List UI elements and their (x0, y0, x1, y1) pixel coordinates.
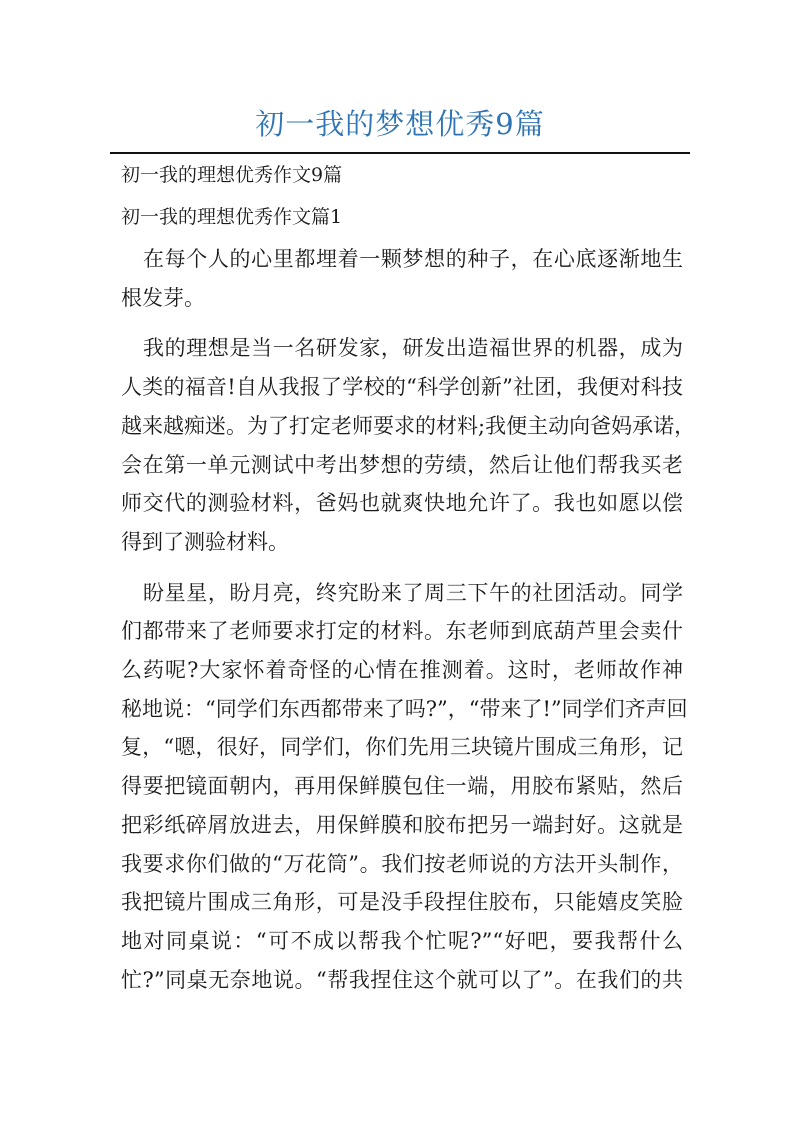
paragraph-3 (121, 574, 688, 1000)
paragraph-line: 师交代的测验材料，爸妈也就爽快地允许了。我也如愿以偿 (121, 491, 683, 516)
paragraph-line: 复，“嗯，很好，同学们，你们先用三块镜片围成三角形，记 (121, 735, 683, 760)
paragraph-line: 人类的福音!自从我报了学校的“科学创新”社团，我便对科技 (121, 375, 683, 400)
paragraph-line: 越来越痴迷。为了打定老师要求的材料;我便主动向爸妈承诺， (121, 413, 696, 438)
paragraph-line: 忙?”同桌无奈地说。“帮我捏住这个就可以了”。在我们的共 (121, 967, 683, 992)
paragraph-line: 把彩纸碎屑放进去，用保鲜膜和胶布把另一端封好。这就是 (121, 812, 683, 837)
paragraph-line: 根发芽。 (121, 285, 205, 310)
paragraph-line: 们都带来了老师要求打定的材料。东老师到底葫芦里会卖什 (121, 619, 683, 644)
paragraph-line: 盼星星，盼月亮，终究盼来了周三下午的社团活动。同学 (143, 580, 683, 605)
paragraph-line: 得要把镜面朝内，再用保鲜膜包住一端，用胶布紧贴，然后 (121, 774, 683, 799)
paragraph-line: 么药呢?大家怀着奇怪的心情在推测着。这时，老师故作神 (121, 658, 683, 683)
paragraph-line: 在每个人的心里都埋着一颗梦想的种子，在心底逐渐地生 (143, 247, 683, 271)
paragraph-line: 我把镜片围成三角形，可是没手段捏住胶布，只能嬉皮笑脸 (121, 890, 683, 915)
paragraph-line: 秘地说：“同学们东西都带来了吗?”，“带来了!”同学们齐声回 (121, 696, 688, 721)
essay-heading: 初一我的理想优秀作文篇1 (121, 206, 343, 228)
paragraph-line: 得到了测验材料。 (121, 529, 289, 554)
paragraph-line: 我的理想是当一名研发家，研发出造福世界的机器，成为 (143, 336, 683, 361)
document-subtitle: 初一我的理想优秀作文9篇 (121, 164, 343, 186)
paragraph-1 (121, 240, 683, 317)
essay-body (121, 240, 696, 1011)
title-underline (110, 152, 690, 154)
paragraph-line: 我要求你们做的“万花筒”。我们按老师说的方法开头制作， (121, 851, 683, 876)
paragraph-line: 地对同桌说：“可不成以帮我个忙呢?”“好吧，要我帮什么 (121, 928, 683, 953)
paragraph-line: 会在第一单元测试中考出梦想的劳绩，然后让他们帮我买老 (121, 452, 683, 477)
document-title: 初一我的梦想优秀9篇 (255, 107, 545, 141)
paragraph-2 (121, 329, 696, 561)
